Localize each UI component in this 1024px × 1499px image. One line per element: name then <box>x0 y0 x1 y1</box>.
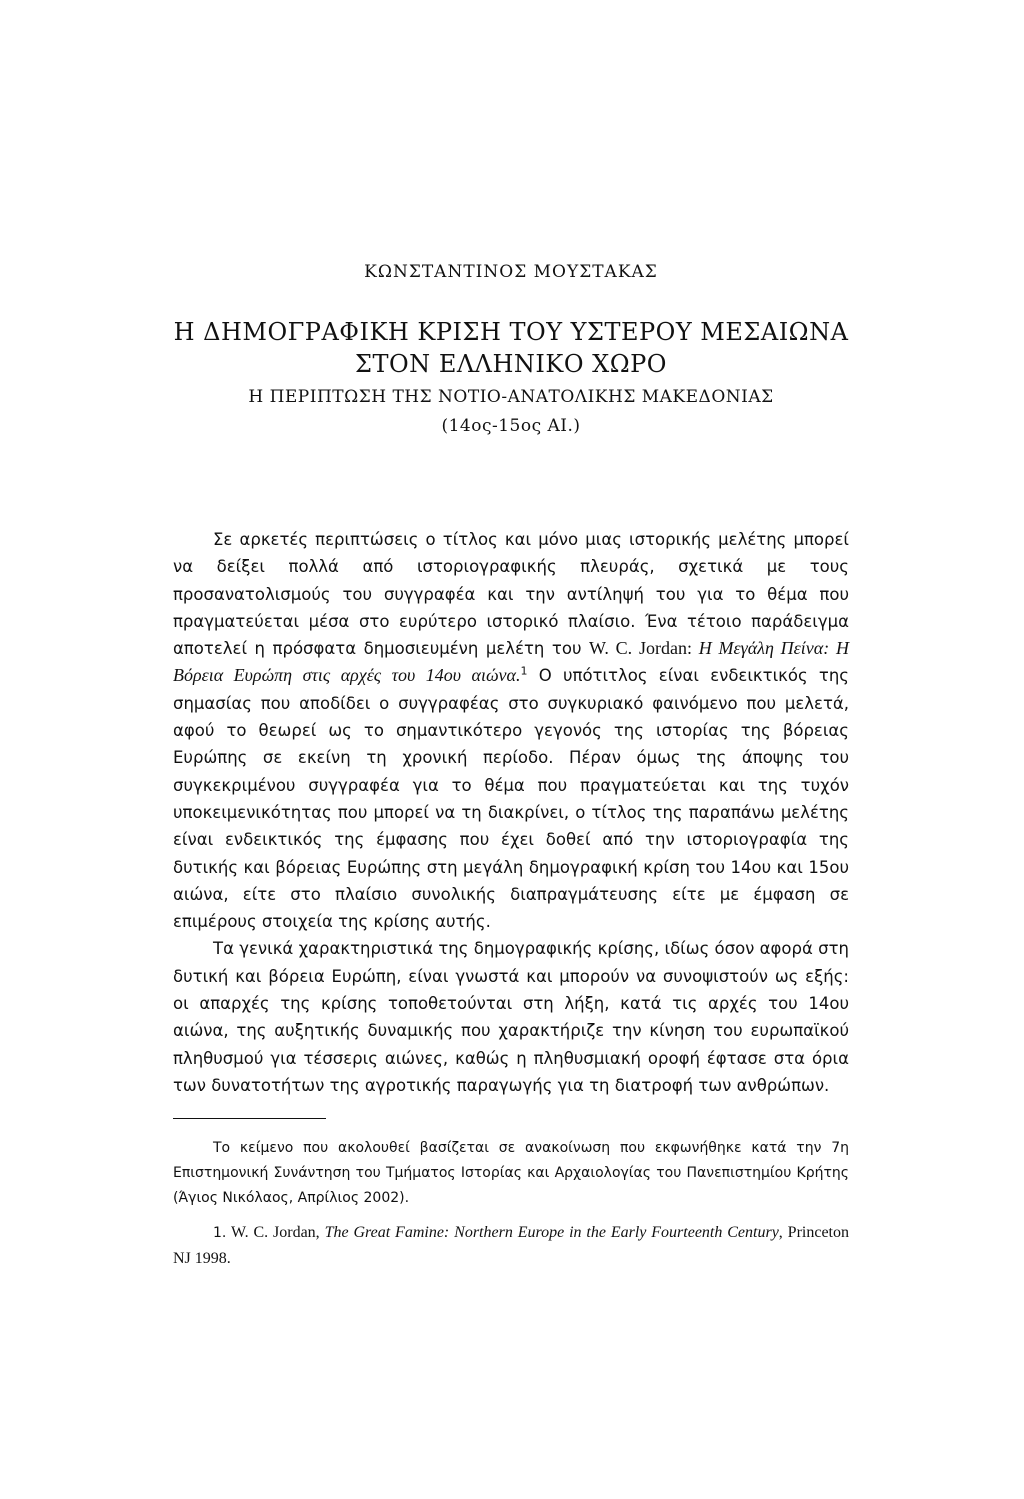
footnotes <box>173 1136 849 1281</box>
footnote-1-publisher: , Princeton NJ 1998. <box>173 1224 849 1267</box>
subtitle-line-2: (14ος-15ος ΑΙ.) <box>441 416 581 436</box>
footnote-ref-1: 1 <box>520 664 528 678</box>
subtitle-line-1: Η ΠΕΡΙΠΤΩΣΗ ΤΗΣ ΝΟΤΙΟ-ΑΝΑΤΟΛΙΚΗΣ ΜΑΚΕΔΟΝΙΑΣ <box>248 387 774 407</box>
paragraph-1-part-b: Ο υπότιτλος είναι ενδεικτικός της σημασίας που αποδίδει ο συγγραφέας στο συγκυριακό φαινόμενο που μελετά, αφού το θεωρεί ως το σημαντικότερο γεγονός της ιστορίας της βόρειας Ευρώπης σε εκείνη τη χρονική περίοδο. Πέραν όμως της άποψης του συγκεκριμένου συγγραφέα για το θέμα που πραγματεύεται και της τυχόν υποκειμενικότητας που μπορεί να τη διακρίνει, ο τίτλος της παραπάνω μελέτης είναι ενδεικτικός της έμφασης που έχει δοθεί από την ιστοριογραφία της δυτικής και βόρειας Ευρώπης στη μεγάλη δημογραφική κρίση του 14ου και 15ου αιώνα, είτε στο πλαίσιο συνολικής διαπραγμάτευσης είτε με έμφαση σε επιμέρους στοιχεία της κρίσης αυτής. <box>173 666 849 932</box>
cited-author: W. C. Jordan: <box>589 638 699 659</box>
document-page <box>173 0 849 1499</box>
paragraph-1 <box>173 526 849 935</box>
paragraph-1-part-a: Σε αρκετές περιπτώσεις ο τίτλος και μόνο μιας ιστορικής μελέτης μπορεί να δείξει πολλά από ιστοριογραφικής πλευράς, σχετικά με τους προσανατολισμούς του συγγραφέα και την αντίληψή του για το θέμα που πραγματεύεται μέσα στο ευρύτερο ιστορικό πλαίσιο. Ένα τέτοιο παράδειγμα αποτελεί η πρόσφατα δημοσιευμένη μελέτη του <box>173 530 849 659</box>
footnote-1-number: 1. <box>213 1225 227 1241</box>
article-subtitle <box>173 383 849 441</box>
footnote-1-title: The Great Famine: Northern Europe in the Early Fourteenth Century <box>324 1224 779 1241</box>
footnote-1 <box>173 1220 849 1272</box>
title-line-1: Η ΔΗΜΟΓΡΑΦΙΚΗ ΚΡΙΣΗ ΤΟΥ ΥΣΤΕΡΟΥ ΜΕΣΑΙΩΝΑ <box>173 318 849 346</box>
footnote-divider <box>173 1118 326 1119</box>
body-text <box>173 526 849 1099</box>
cited-book-title: Η Μεγάλη Πείνα: Η Βόρεια Ευρώπη στις αρχές του 14ου αιώνα. <box>173 638 849 686</box>
paragraph-2: Τα γενικά χαρακτηριστικά της δημογραφικής κρίσης, ιδίως όσον αφορά στη δυτική και βόρεια Ευρώπη, είναι γνωστά και μπορούν να συνοψιστούν ως εξής: οι απαρχές της κρίσης τοποθετούνται στη λήξη, κατά τις αρχές του 14ου αιώνα, της αυξητικής δυναμικής που χαρακτήριζε την κίνηση του ευρωπαϊκού πληθυσμού για τέσσερις αιώνες, καθώς η πληθυσμιακή οροφή έφτασε στα όρια των δυνατοτήτων της αγροτικής παραγωγής για τη διατροφή των ανθρώπων. <box>173 939 849 1095</box>
article-title <box>173 316 849 380</box>
title-line-2: ΣΤΟΝ ΕΛΛΗΝΙΚΟ ΧΩΡΟ <box>355 350 667 378</box>
author-name: ΚΩΝΣΤΑΝΤΙΝΟΣ ΜΟΥΣΤΑΚΑΣ <box>364 262 658 282</box>
footnote-intro: Το κείμενο που ακολουθεί βασίζεται σε ανακοίνωση που εκφωνήθηκε κατά την 7η Επιστημονική Συνάντηση του Τμήματος Ιστορίας και Αρχαιολογίας του Πανεπιστημίου Κρήτης (Άγιος Νικόλαος, Απρίλιος 2002). <box>173 1140 849 1206</box>
footnote-1-author: W. C. Jordan, <box>226 1224 325 1241</box>
